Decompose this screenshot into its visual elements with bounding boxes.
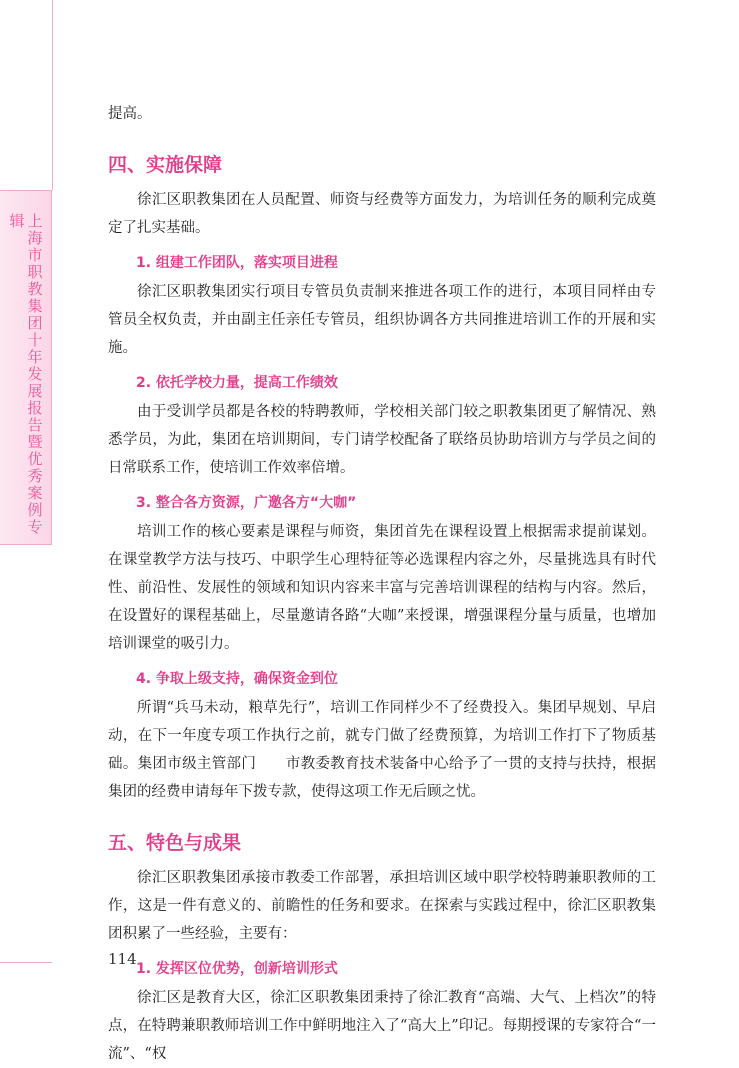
section-4-heading: 四、实施保障 [108, 154, 223, 176]
section-4-item-1-heading: 1. 组建工作团队，落实项目进程 [136, 255, 338, 271]
section-4-item-2-heading: 2. 依托学校力量，提高工作绩效 [136, 375, 338, 391]
section-4-item-2-text: 由于受训学员都是各校的特聘教师，学校相关部门较之职教集团更了解情况、熟悉学员，为此，集团在培训期间，专门请学校配备了联络员协助培训方与学员之间的日常联系工作，使培训工作效率倍增。 [108, 404, 656, 476]
section-5-item-1-heading: 1. 发挥区位优势，创新培训形式 [136, 961, 338, 977]
section-4-item-3-heading: 3. 整合各方资源，广邀各方“大咖” [136, 495, 357, 511]
section-5-item-1-text: 徐汇区是教育大区，徐汇区职教集团秉持了徐汇教育“高端、大气、上档次”的特点，在特聘兼职教师培训工作中鲜明地注入了“高大上”印记。每期授课的专家符合“一流”、“权 [108, 990, 656, 1062]
section-4-intro: 徐汇区职教集团在人员配置、师资与经费等方面发力，为培训任务的顺利完成奠定了扎实基础。 [108, 192, 656, 236]
sidebar-series-title: 上海市职教集团十年发展报告暨优秀案例专辑 [7, 213, 44, 536]
margin-rule-top [52, 0, 53, 190]
section-5-intro: 徐汇区职教集团承接市教委工作部署，承担培训区域中职学校特聘兼职教师的工作，这是一件有意义的、前瞻性的任务和要求。在探索与实践过程中，徐汇区职教集团积累了一些经验，主要有： [108, 870, 656, 942]
page-number: 114 [108, 950, 137, 968]
continuation-text: 提高。 [108, 106, 152, 122]
section-5-heading: 五、特色与成果 [108, 832, 242, 854]
section-4-item-4-heading: 4. 争取上级支持，确保资金到位 [136, 671, 338, 687]
margin-rule-bottom [0, 962, 52, 963]
section-4-item-3-text: 培训工作的核心要素是课程与师资，集团首先在课程设置上根据需求提前谋划。在课堂教学方法与技巧、中职学生心理特征等必选课程内容之外，尽量挑选具有时代性、前沿性、发展性的领域和知识内容来丰富与完善培训课程的结构与内容。然后，在设置好的课程基础上，尽量邀请各路“大咖”来授课，增强课程分量与质量，也增加培训课堂的吸引力。 [108, 524, 656, 652]
section-4-item-1-text: 徐汇区职教集团实行项目专管员负责制来推进各项工作的进行，本项目同样由专管员全权负责，并由副主任亲任专管员，组织协调各方共同推进培训工作的开展和实施。 [108, 284, 656, 356]
section-4-item-4-text: 所谓“兵马未动，粮草先行”，培训工作同样少不了经费投入。集团早规划、早启动，在下一年度专项工作执行之前，就专门做了经费预算，为培训工作打下了物质基础。集团市级主管部门 市教委教育技术装备中心给予了一贯的支持与扶持，根据集团的经费申请每年下拨专款，使得这项工作无后顾之忧。 [108, 700, 656, 800]
page-content [108, 100, 656, 1068]
sidebar-series-tab [0, 190, 52, 545]
